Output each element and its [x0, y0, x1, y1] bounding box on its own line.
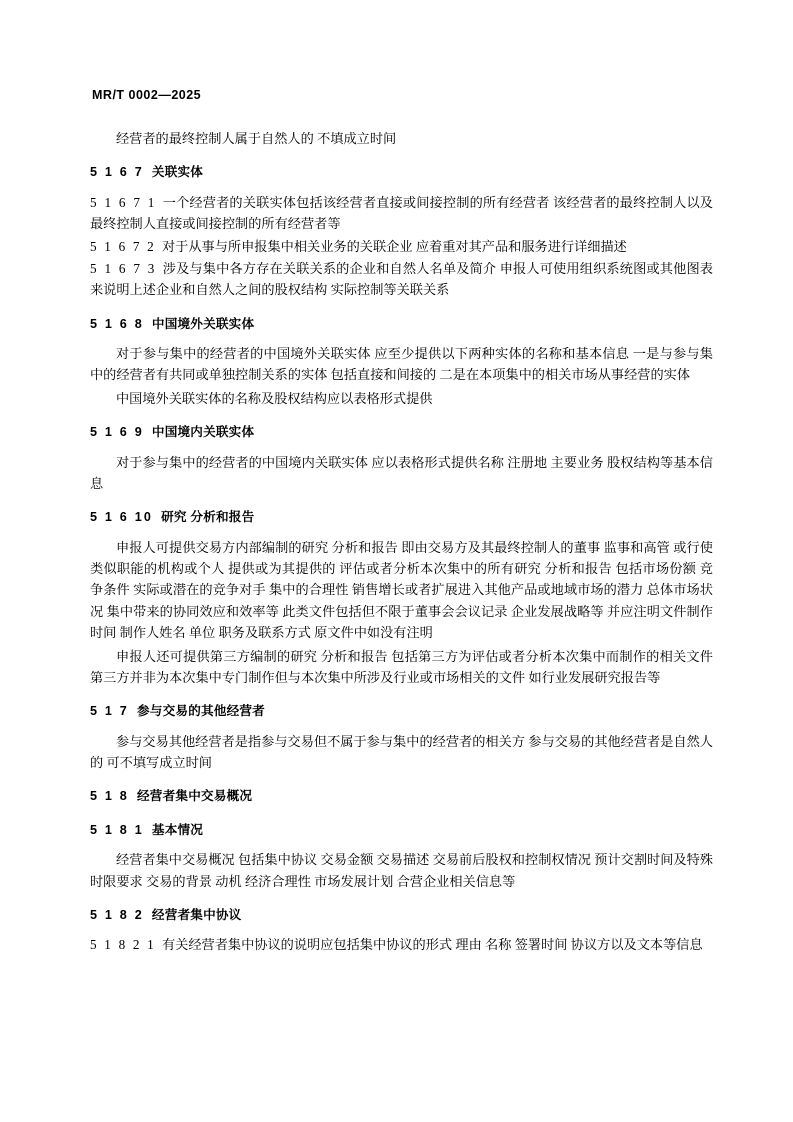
section-heading-5-1-7	[90, 701, 713, 721]
clause-number: 5 1 6 7 1	[90, 194, 157, 210]
section-heading-5-1-8-1	[90, 820, 713, 840]
section-number: 5 1 6 8	[90, 316, 144, 331]
paragraph-5-1-6-9-a: 对于参与集中的经营者的中国境内关联实体 应以表格形式提供名称 注册地 主要业务 股权结构等基本信息	[90, 454, 713, 491]
clause-5-1-6-7-1	[90, 192, 713, 235]
page-header: MR/T 0002—2025	[92, 88, 202, 102]
clause-number: 5 1 6 7 2	[90, 238, 156, 254]
section-number: 5 1 6 10	[90, 510, 154, 525]
clause-text: 一个经营者的关联实体包括该经营者直接或间接控制的所有经营者 该经营者的最终控制人以及最终控制人直接或间接控制的所有经营者等	[90, 194, 713, 232]
section-title: 参与交易的其他经营者	[137, 704, 265, 719]
paragraph-5-1-6-10-b: 申报人还可提供第三方编制的研究 分析和报告 包括第三方为评估或者分析本次集中而制作的相关文件 第三方并非为本次集中专门制作但与本次集中所涉及行业或市场相关的文件 如行业发展研究报告等	[90, 648, 713, 685]
section-number: 5 1 7	[90, 704, 130, 719]
clause-5-1-6-7-2	[90, 236, 713, 257]
section-title: 研究 分析和报告	[161, 510, 255, 525]
section-title: 经营者集中协议	[151, 907, 242, 922]
section-title: 经营者集中交易概况	[137, 789, 253, 804]
section-title: 关联实体	[151, 165, 204, 180]
section-heading-5-1-6-9	[90, 422, 713, 442]
section-title: 中国境外关联实体	[151, 316, 255, 331]
section-number: 5 1 8 2	[90, 907, 144, 922]
paragraph-5-1-7-a: 参与交易其他经营者是指参与交易但不属于参与集中的经营者的相关方 参与交易的其他经营者是自然人的 可不填写成立时间	[90, 733, 713, 771]
clause-5-1-8-2-1	[90, 934, 713, 955]
paragraph-5-1-6-8-a: 对于参与集中的经营者的中国境外关联实体 应至少提供以下两种实体的名称和基本信息 一是与参与集中的经营者有共同或单独控制关系的实体 包括直接和间接的 二是在本项集中的相关市场从事经营的实体	[90, 346, 713, 383]
paragraph-5-1-8-1-a: 经营者集中交易概况 包括集中协议 交易金额 交易描述 交易前后股权和控制权情况 预计交割时间及特殊时限要求 交易的背景 动机 经济合理性 市场发展计划 合营企业相关信息等	[90, 852, 713, 889]
document-body	[90, 128, 713, 956]
section-title: 中国境内关联实体	[151, 425, 255, 440]
clause-number: 5 1 6 7 3	[90, 260, 157, 276]
section-heading-5-1-6-7	[90, 162, 713, 182]
section-heading-5-1-8-2	[90, 905, 713, 925]
section-number: 5 1 6 9	[90, 425, 144, 440]
section-heading-5-1-6-8	[90, 314, 713, 334]
section-number: 5 1 6 7	[90, 165, 144, 180]
section-heading-5-1-6-10	[90, 507, 713, 527]
lead-paragraph: 经营者的最终控制人属于自然人的 不填成立时间	[116, 131, 397, 146]
paragraph-5-1-6-8-b: 中国境外关联实体的名称及股权结构应以表格形式提供	[116, 390, 433, 406]
clause-text: 涉及与集中各方存在关联关系的企业和自然人名单及简介 申报人可使用组织系统图或其他图表来说明上述企业和自然人之间的股权结构 实际控制等关联关系	[90, 260, 713, 298]
clause-number: 5 1 8 2 1	[90, 937, 156, 953]
section-title: 基本情况	[151, 822, 204, 837]
section-number: 5 1 8 1	[90, 822, 144, 837]
paragraph-5-1-6-10-a: 申报人可提供交易方内部编制的研究 分析和报告 即由交易方及其最终控制人的董事 监事和高管 或行使类似职能的机构或个人 提供或为其提供的 评估或者分析本次集中的所有研究 分析和报告 包括市场份额 竞争条件 实际或潜在的竞争对手 集中的合理性 销售增长或者扩展进入其他产品或地域市场的潜力 总体市场状况 集中带来的协同效应和效率等 此类文件包括但不限于董事会会议记录 企业发展战略等 并应注明文件制作时间 制作人姓名 单位 职务及联系方式 原文件中如没有注明	[90, 539, 713, 641]
clause-5-1-6-7-3	[90, 258, 713, 301]
clause-text: 对于从事与所申报集中相关业务的关联企业 应着重对其产品和服务进行详细描述	[161, 238, 627, 254]
section-heading-5-1-8	[90, 786, 713, 806]
clause-text: 有关经营者集中协议的说明应包括集中协议的形式 理由 名称 签署时间 协议方以及文本等信息	[161, 937, 703, 953]
section-number: 5 1 8	[90, 789, 130, 804]
